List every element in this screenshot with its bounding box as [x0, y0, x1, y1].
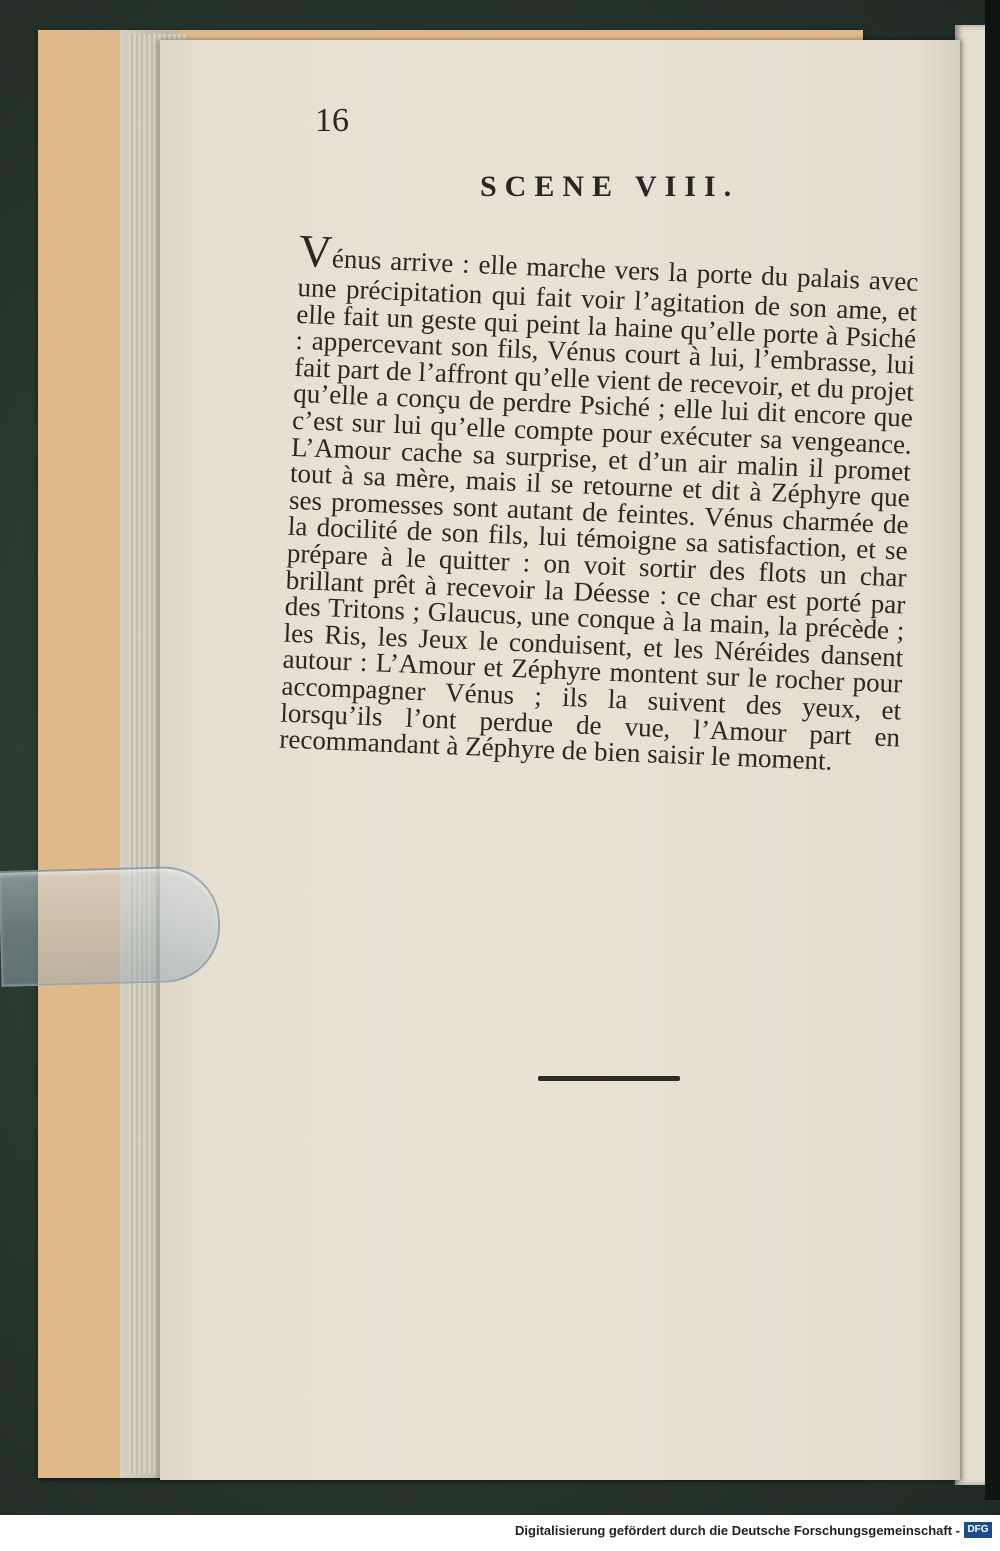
scan-border-right: [985, 0, 1000, 1500]
dfg-logo-icon: DFG: [964, 1522, 992, 1538]
funding-credit: Digitalisierung gefördert durch die Deutsche Forschungsgemeinschaft -: [515, 1523, 960, 1538]
scene-title: SCENE VIII.: [480, 170, 740, 203]
page-holder-strip: [0, 865, 221, 987]
digitization-footer: [0, 1515, 1000, 1551]
body-paragraph: Vénus arrive : elle marche vers la porte du palais avec une précipitation qui fait voir l’agitation de son ame, et elle fait un geste qui peint la haine qu’elle porte à Psiché : appercevant son fils, Vénus court à lui, l’embrasse, lui fait part de l’affront qu’elle vient de recevoir, et du projet qu’elle a conçu de perdre Psiché ; elle lui dit encore que c’est sur lui qu’elle compte pour exécuter sa vengeance. L’Amour cache sa surprise, et d’un air malin il promet tout à sa mère, mais il se retourne et dit à Zéphyre que ses promesses sont autant de feintes. Vénus charmée de la docilité de son fils, lui témoigne sa satisfaction, et se prépare à le quitter : on voit sortir des flots un char brillant prêt à recevoir la Déesse : ce char est porté par des Tritons ; Glaucus, une conque à la main, la précède ; les Ris, les Jeux le conduisent, et les Néréides dansent autour : L’Amour et Zéphyre montent sur le rocher pour accompagner Vénus ; ils la suivent des yeux, et lorsqu’ils l’ont perdue de vue, l’Amour part en recommandant à Zéphyre de bien saisir le moment.: [278, 225, 919, 776]
page-number: 16: [315, 102, 349, 139]
book-page: [160, 40, 960, 1480]
end-rule: [538, 1076, 680, 1081]
